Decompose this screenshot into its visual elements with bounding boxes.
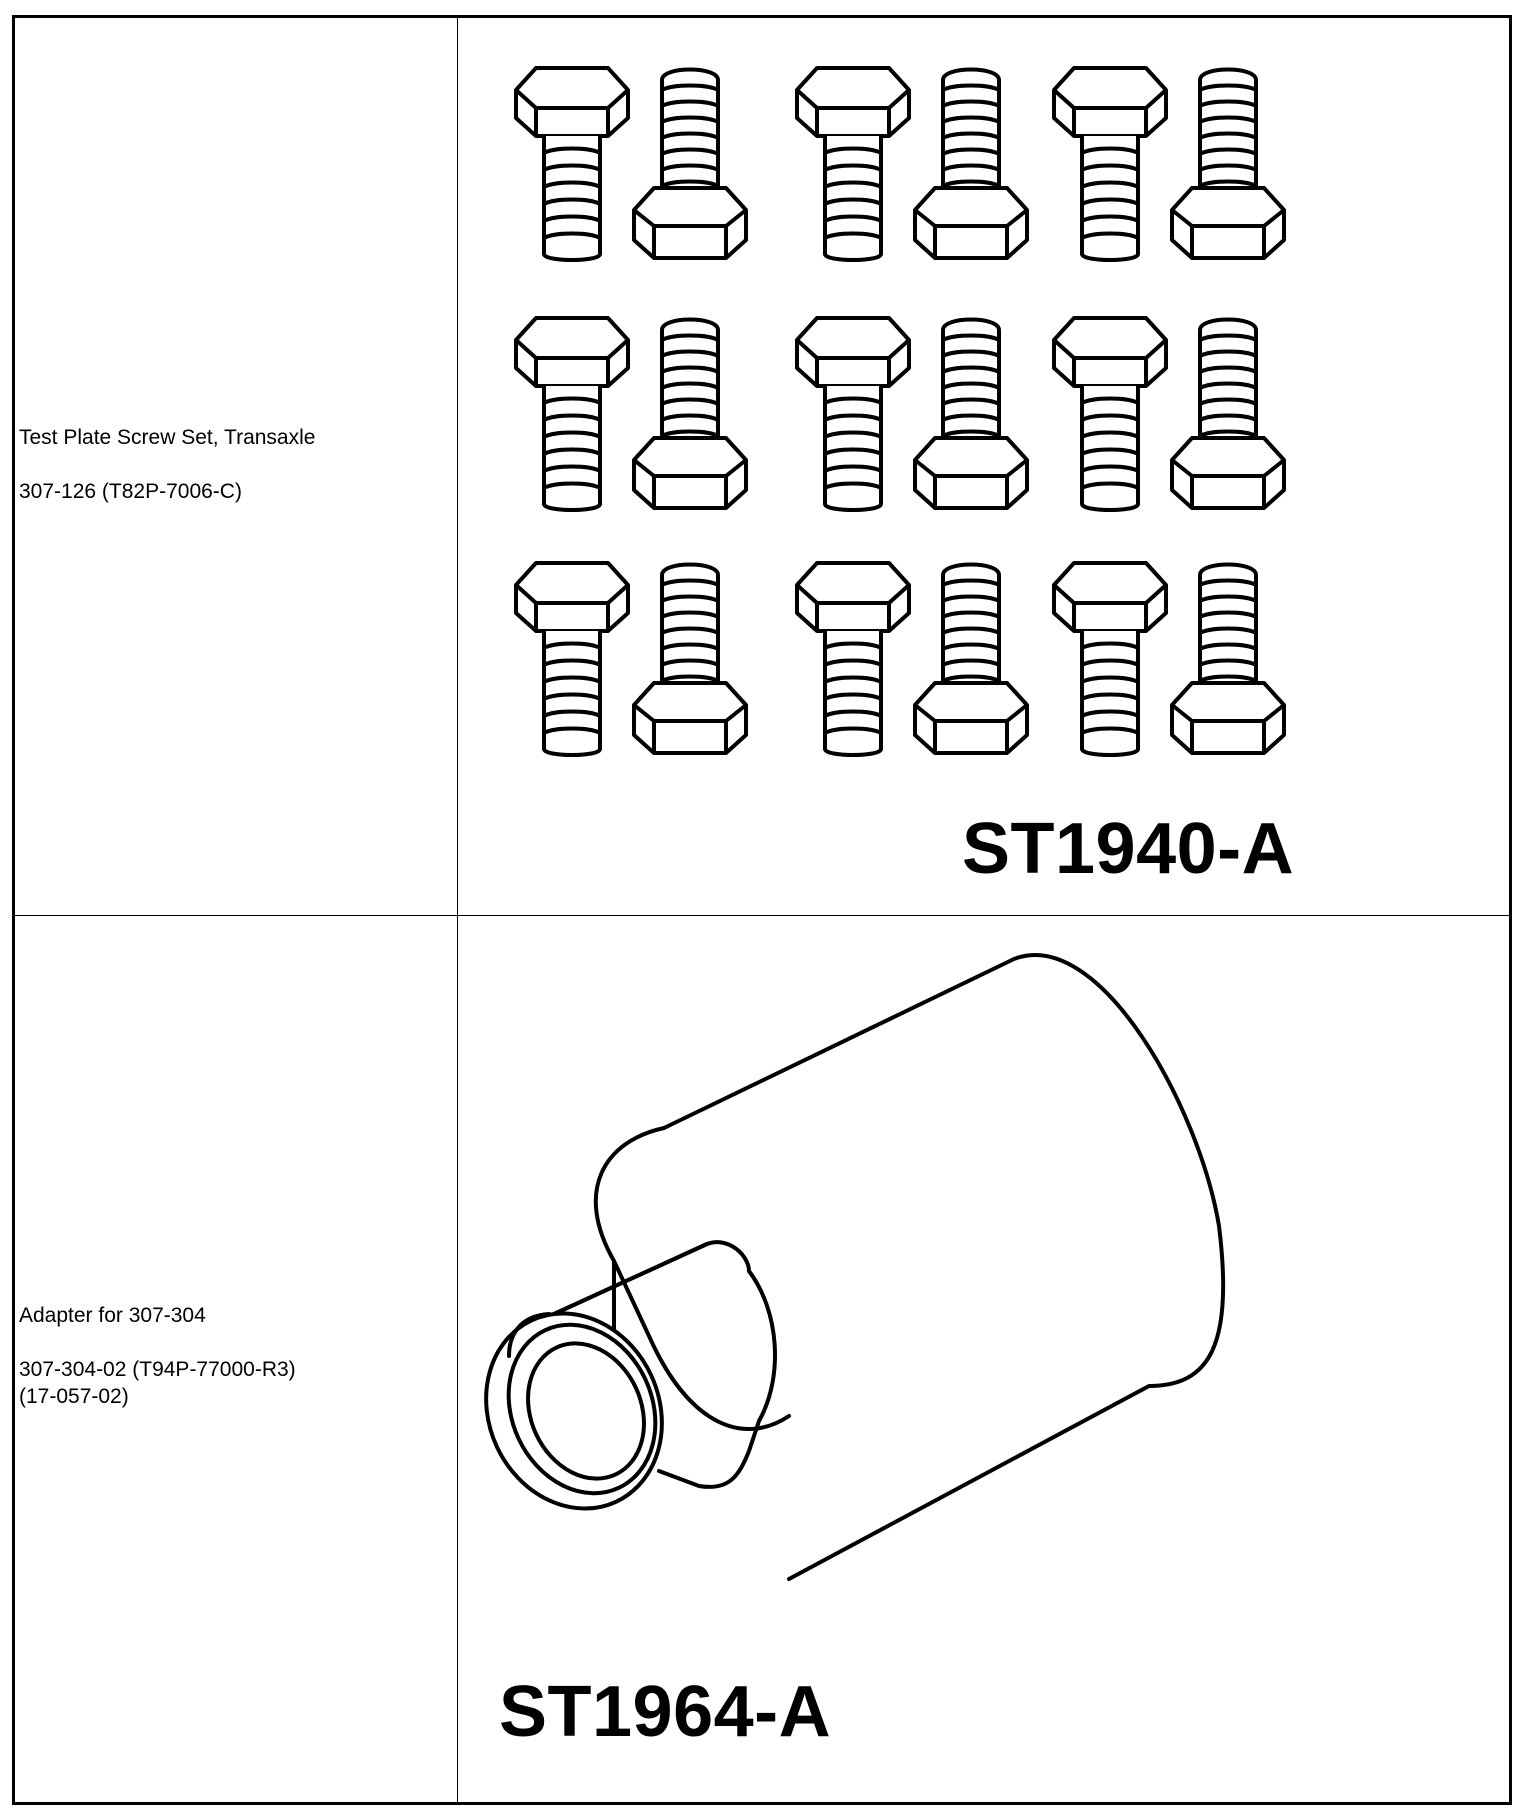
screw-pair: [797, 318, 1027, 510]
special-tools-table: [12, 15, 1512, 1805]
screw-pair: [1054, 68, 1284, 260]
tool-row-adapter: [15, 916, 1509, 1802]
adapter-front-rim-outer: [459, 1284, 693, 1537]
screw-pair: [1054, 318, 1284, 510]
screw-pair: [516, 318, 746, 510]
screw-pair: [516, 68, 746, 260]
tool-row-screw-set: [15, 18, 1509, 916]
screw-pair: [1054, 563, 1284, 755]
tool-number: 307-304-02 (T94P-77000-R3) (17-057-02): [19, 1358, 296, 1408]
tool-description: [19, 1302, 296, 1410]
tool-description-cell: [15, 18, 458, 915]
tool-description-cell: [15, 916, 458, 1802]
tool-image-cell: [459, 18, 1509, 915]
tool-number: 307-126 (T82P-7006-C): [19, 480, 242, 503]
tool-name: Test Plate Screw Set, Transaxle: [19, 426, 316, 449]
screw-set-illustration: [459, 18, 1512, 915]
screw-pair: [516, 563, 746, 755]
tool-name: Adapter for 307-304: [19, 1304, 206, 1327]
screw-pair: [797, 68, 1027, 260]
tool-illustration-code: ST1940-A: [962, 809, 1295, 889]
tool-description: [19, 424, 315, 505]
screw-pair: [797, 563, 1027, 755]
tool-image-cell: [459, 916, 1509, 1802]
tool-illustration-code: ST1964-A: [499, 1672, 832, 1752]
